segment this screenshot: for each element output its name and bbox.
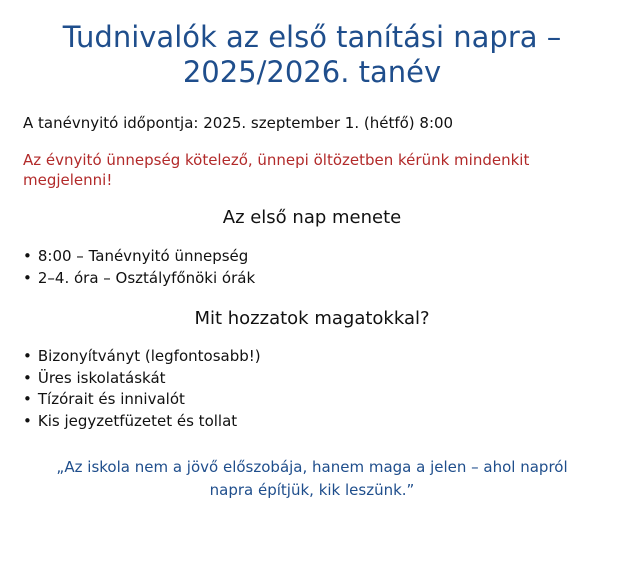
dress-code-warning: Az évnyitó ünnepség kötelező, ünnepi öltözetben kérünk mindenkit megjelenni! <box>23 151 530 189</box>
schedule-list <box>23 246 255 289</box>
title-line-1: Tudnivalók az első tanítási napra – <box>62 20 562 54</box>
list-item: • 2–4. óra – Osztályfőnöki órák <box>23 268 255 290</box>
bring-list <box>23 346 261 432</box>
closing-quote <box>20 456 604 502</box>
list-item: • Üres iskolatáskát <box>23 368 261 390</box>
opening-date: A tanévnyitó időpontja: 2025. szeptember 1. (hétfő) 8:00 <box>23 114 454 132</box>
quote-line-1: „Az iskola nem a jövő előszobája, hanem maga a jelen – ahol napról <box>56 458 568 476</box>
title-line-2: 2025/2026. tanév <box>182 55 442 89</box>
list-item: • 8:00 – Tanévnyitó ünnepség <box>23 246 255 268</box>
schedule-heading: Az első nap menete <box>222 207 402 228</box>
list-item: • Tízórait és innivalót <box>23 389 261 411</box>
list-item: • Kis jegyzetfüzetet és tollat <box>23 411 261 433</box>
bring-heading: Mit hozzatok magatokkal? <box>194 308 430 329</box>
list-item: • Bizonyítványt (legfontosabb!) <box>23 346 261 368</box>
quote-line-2: napra építjük, kik leszünk.” <box>209 481 415 499</box>
page-title <box>20 20 604 90</box>
